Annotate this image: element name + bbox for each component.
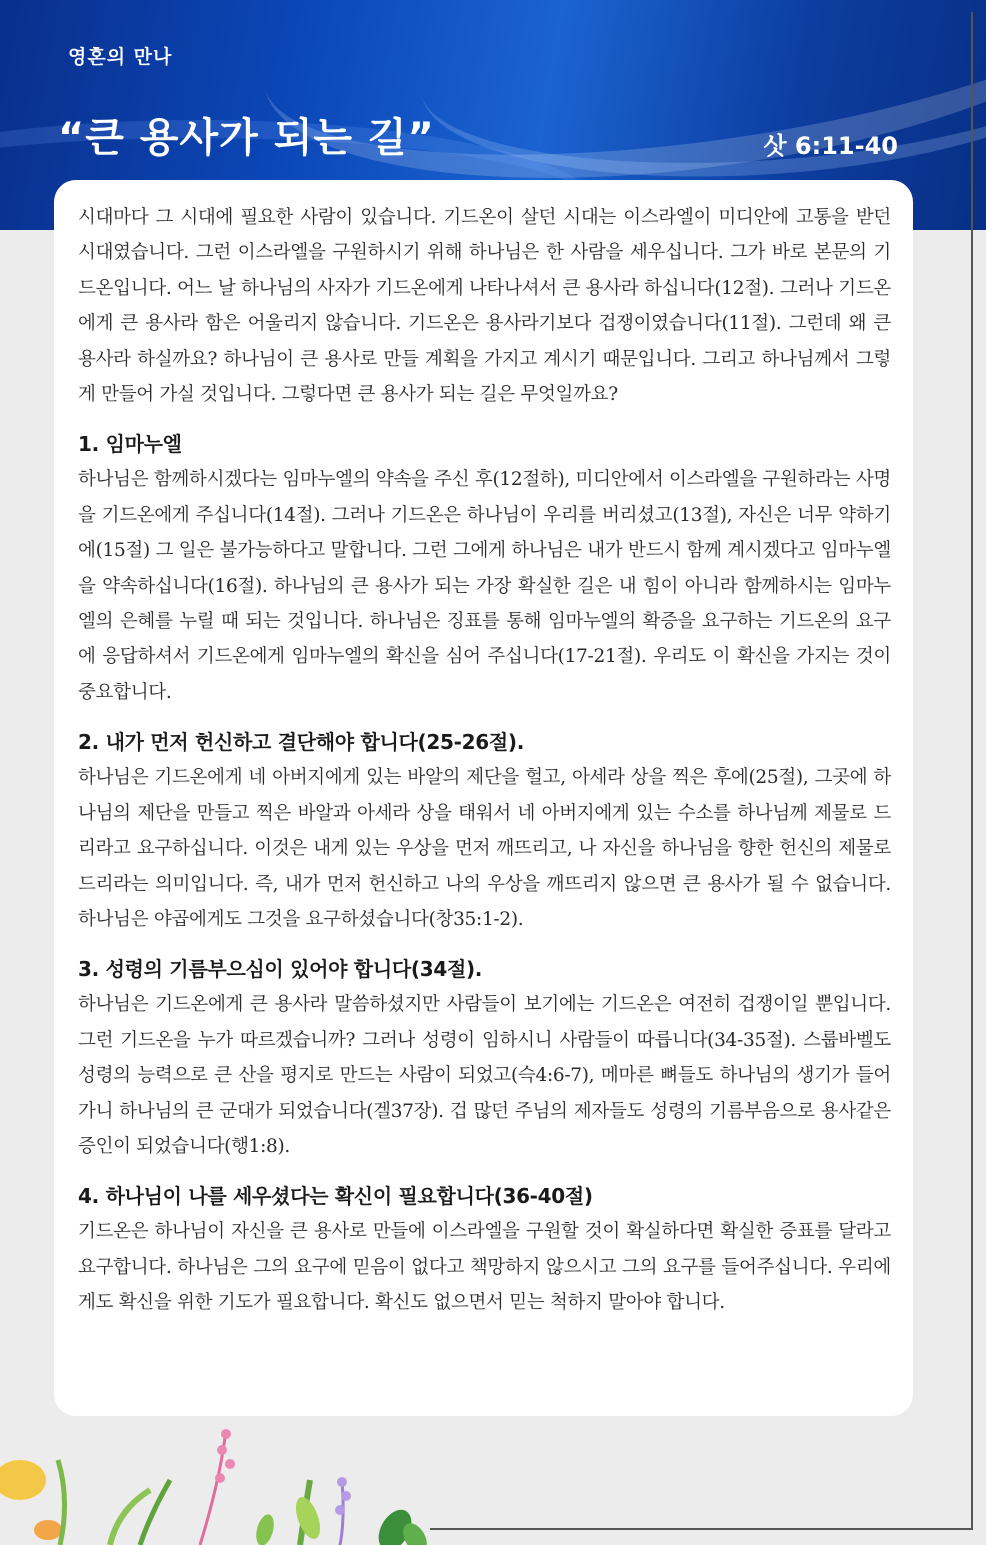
page-title: “큰 용사가 되는 길” xyxy=(58,115,435,161)
content-card xyxy=(54,180,913,1416)
section-heading-2: 2. 내가 먼저 헌신하고 결단해야 합니다(25-26절). xyxy=(78,730,524,755)
section-body-3: 하나님은 기드온에게 큰 용사라 말씀하셨지만 사람들이 보기에는 기드온은 여전히 겁쟁이일 뿐입니다. 그런 기드온을 누가 따르겠습니까? 그러나 성령이 임하시니 사람들이 따릅니다(34-35절). 스룹바벨도 성령의 능력으로 큰 산을 평지로 만드는 사람이 되었고(슥4:6-7), 메마른 뼈들도 하나님의 생기가 들어가니 하나님의 큰 군대가 되었습니다(겔37장). 겁 많던 주님의 제자들도 성령의 기름부음으로 용사같은 증인이 되었습니다(행1:8). xyxy=(78,994,891,1157)
frame-border xyxy=(430,1528,973,1530)
section-label: 영혼의 만나 xyxy=(68,46,173,68)
frame-border xyxy=(971,12,973,1530)
scripture-reference: 삿 6:11-40 xyxy=(763,132,898,160)
flower-decoration xyxy=(0,1420,440,1545)
section-heading-3: 3. 성령의 기름부으심이 있어야 합니다(34절). xyxy=(78,957,483,982)
section-heading-1: 1. 임마누엘 xyxy=(78,432,182,457)
intro-paragraph: 시대마다 그 시대에 필요한 사람이 있습니다. 기드온이 살던 시대는 이스라엘이 미디안에 고통을 받던 시대였습니다. 그런 이스라엘을 구원하시기 위해 하나님은 한 사람을 세우십니다. 그가 바로 본문의 기드온입니다. 어느 날 하나님의 사자가 기드온에게 나타나셔서 큰 용사라 하십니다(12절). 그러나 기드온에게 큰 용사라 함은 어울리지 않습니다. 기드온은 용사라기보다 겁쟁이였습니다(11절). 그런데 왜 큰 용사라 하실까요? 하나님이 큰 용사로 만들 계획을 가지고 계시기 때문입니다. 그리고 하나님께서 그렇게 만들어 가실 것입니다. 그렇다면 큰 용사가 되는 길은 무엇일까요? xyxy=(78,207,891,406)
section-body-4: 기드온은 하나님이 자신을 큰 용사로 만들에 이스라엘을 구원할 것이 확실하다면 확실한 증표를 달라고 요구합니다. 하나님은 그의 요구에 믿음이 없다고 책망하지 않으시고 그의 요구를 들어주십니다. 우리에게도 확신을 위한 기도가 필요합니다. 확신도 없으면서 믿는 척하지 말아야 합니다. xyxy=(78,1221,891,1314)
section-body-2: 하나님은 기드온에게 네 아버지에게 있는 바알의 제단을 헐고, 아세라 상을 찍은 후에(25절), 그곳에 하나님의 제단을 만들고 찍은 바알과 아세라 상을 태워서 네 아버지에게 있는 수소를 하나님께 제물로 드리라고 요구하십니다. 이것은 내게 있는 우상을 먼저 깨뜨리고, 나 자신을 하나님을 향한 헌신의 제물로 드리라는 의미입니다. 즉, 내가 먼저 헌신하고 나의 우상을 깨뜨리지 않으면 큰 용사가 될 수 없습니다. 하나님은 야곱에게도 그것을 요구하셨습니다(창35:1-2). xyxy=(78,767,891,930)
section-body-1: 하나님은 함께하시겠다는 임마누엘의 약속을 주신 후(12절하), 미디안에서 이스라엘을 구원하라는 사명을 기드온에게 주십니다(14절). 그러나 기드온은 하나님이 우리를 버리셨고(13절), 자신은 너무 약하기에(15절) 그 일은 불가능하다고 말합니다. 그런 그에게 하나님은 내가 반드시 함께 계시겠다고 임마누엘을 약속하십니다(16절). 하나님의 큰 용사가 되는 가장 확실한 길은 내 힘이 아니라 함께하시는 임마누엘의 은혜를 누릴 때 되는 것입니다. 하나님은 징표를 통해 임마누엘의 확증을 요구하는 기드온의 요구에 응답하셔서 기드온에게 임마누엘의 확신을 심어 주십니다(17-21절). 우리도 이 확신을 가지는 것이 중요합니다. xyxy=(78,469,891,703)
section-heading-4: 4. 하나님이 나를 세우셨다는 확신이 필요합니다(36-40절) xyxy=(78,1184,593,1209)
